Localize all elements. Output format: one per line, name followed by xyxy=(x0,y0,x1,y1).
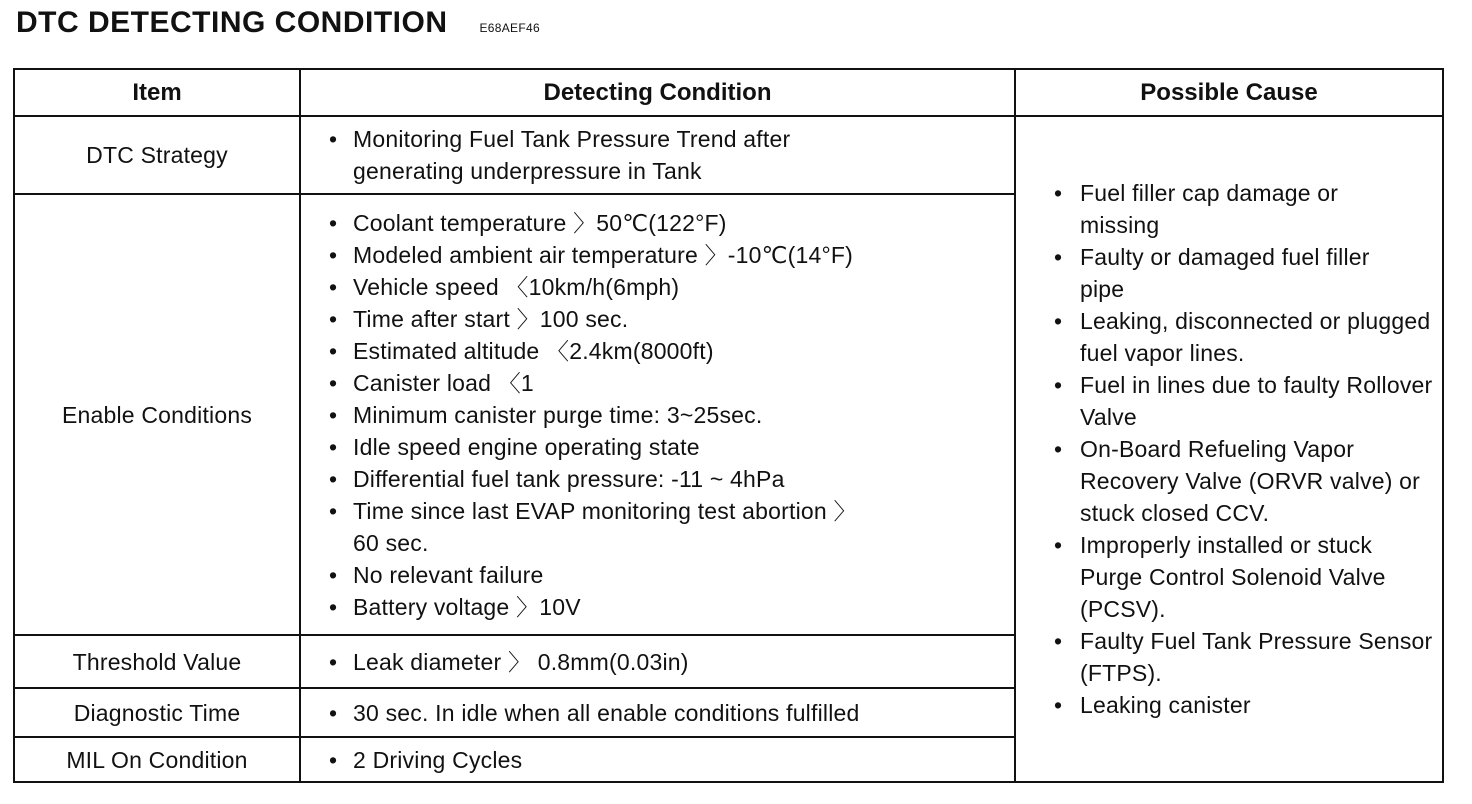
condition-item: • Leak diameter 〉 0.8mm(0.03in) xyxy=(329,646,1006,678)
possible-cause-list xyxy=(1054,177,1434,721)
table-row xyxy=(14,116,1443,194)
condition-item: • Modeled ambient air temperature 〉-10℃(14°F) xyxy=(329,239,1006,271)
row-item-dtc-strategy: DTC Strategy xyxy=(14,116,300,194)
condition-item: • 30 sec. In idle when all enable conditions fulfilled xyxy=(329,697,1006,729)
condition-list xyxy=(329,697,1006,729)
condition-list xyxy=(329,744,1006,776)
row-item-threshold-value: Threshold Value xyxy=(14,635,300,688)
cause-item: • Fuel in lines due to faulty Rollover Valve xyxy=(1054,369,1434,433)
condition-item: • Time since last EVAP monitoring test abortion 〉60 sec. xyxy=(329,495,1006,559)
condition-item: • Coolant temperature 〉50℃(122°F) xyxy=(329,207,1006,239)
row-conditions-threshold-value xyxy=(300,635,1015,688)
condition-item: • Battery voltage 〉10V xyxy=(329,591,1006,623)
condition-item: • 2 Driving Cycles xyxy=(329,744,1006,776)
condition-item: • Vehicle speed 〈10km/h(6mph) xyxy=(329,271,1006,303)
condition-item: • Differential fuel tank pressure: -11 ~ 4hPa xyxy=(329,463,1006,495)
condition-list xyxy=(329,207,1006,623)
column-header-possible-cause: Possible Cause xyxy=(1015,69,1443,116)
row-item-enable-conditions: Enable Conditions xyxy=(14,194,300,635)
table-header-row xyxy=(14,69,1443,116)
cause-item: • Improperly installed or stuck Purge Control Solenoid Valve (PCSV). xyxy=(1054,529,1434,625)
column-header-detecting-condition: Detecting Condition xyxy=(300,69,1015,116)
cause-item: • On-Board Refueling Vapor Recovery Valve (ORVR valve) or stuck closed CCV. xyxy=(1054,433,1434,529)
row-conditions-dtc-strategy xyxy=(300,116,1015,194)
cause-item: • Fuel filler cap damage or missing xyxy=(1054,177,1434,241)
page-title: DTC DETECTING CONDITION xyxy=(16,6,448,39)
column-header-item: Item xyxy=(14,69,300,116)
condition-item: • Idle speed engine operating state xyxy=(329,431,1006,463)
condition-item: • Canister load 〈1 xyxy=(329,367,1006,399)
condition-list xyxy=(329,123,1006,187)
row-item-mil-on-condition: MIL On Condition xyxy=(14,737,300,782)
header xyxy=(16,6,540,44)
row-conditions-mil-on-condition xyxy=(300,737,1015,782)
document-code: E68AEF46 xyxy=(479,21,540,35)
cause-item: • Faulty or damaged fuel filler pipe xyxy=(1054,241,1434,305)
possible-cause-cell xyxy=(1015,116,1443,782)
row-conditions-diagnostic-time xyxy=(300,688,1015,737)
row-item-diagnostic-time: Diagnostic Time xyxy=(14,688,300,737)
condition-item: • No relevant failure xyxy=(329,559,1006,591)
cause-item: • Leaking, disconnected or plugged fuel vapor lines. xyxy=(1054,305,1434,369)
dtc-condition-table xyxy=(13,68,1444,783)
cause-item: • Leaking canister xyxy=(1054,689,1434,721)
row-conditions-enable-conditions xyxy=(300,194,1015,635)
condition-item: • Time after start 〉100 sec. xyxy=(329,303,1006,335)
condition-item: • Estimated altitude 〈2.4km(8000ft) xyxy=(329,335,1006,367)
condition-item: • Minimum canister purge time: 3~25sec. xyxy=(329,399,1006,431)
condition-list xyxy=(329,646,1006,678)
condition-item: • Monitoring Fuel Tank Pressure Trend after generating underpressure in Tank xyxy=(329,123,1006,187)
cause-item: • Faulty Fuel Tank Pressure Sensor (FTPS). xyxy=(1054,625,1434,689)
